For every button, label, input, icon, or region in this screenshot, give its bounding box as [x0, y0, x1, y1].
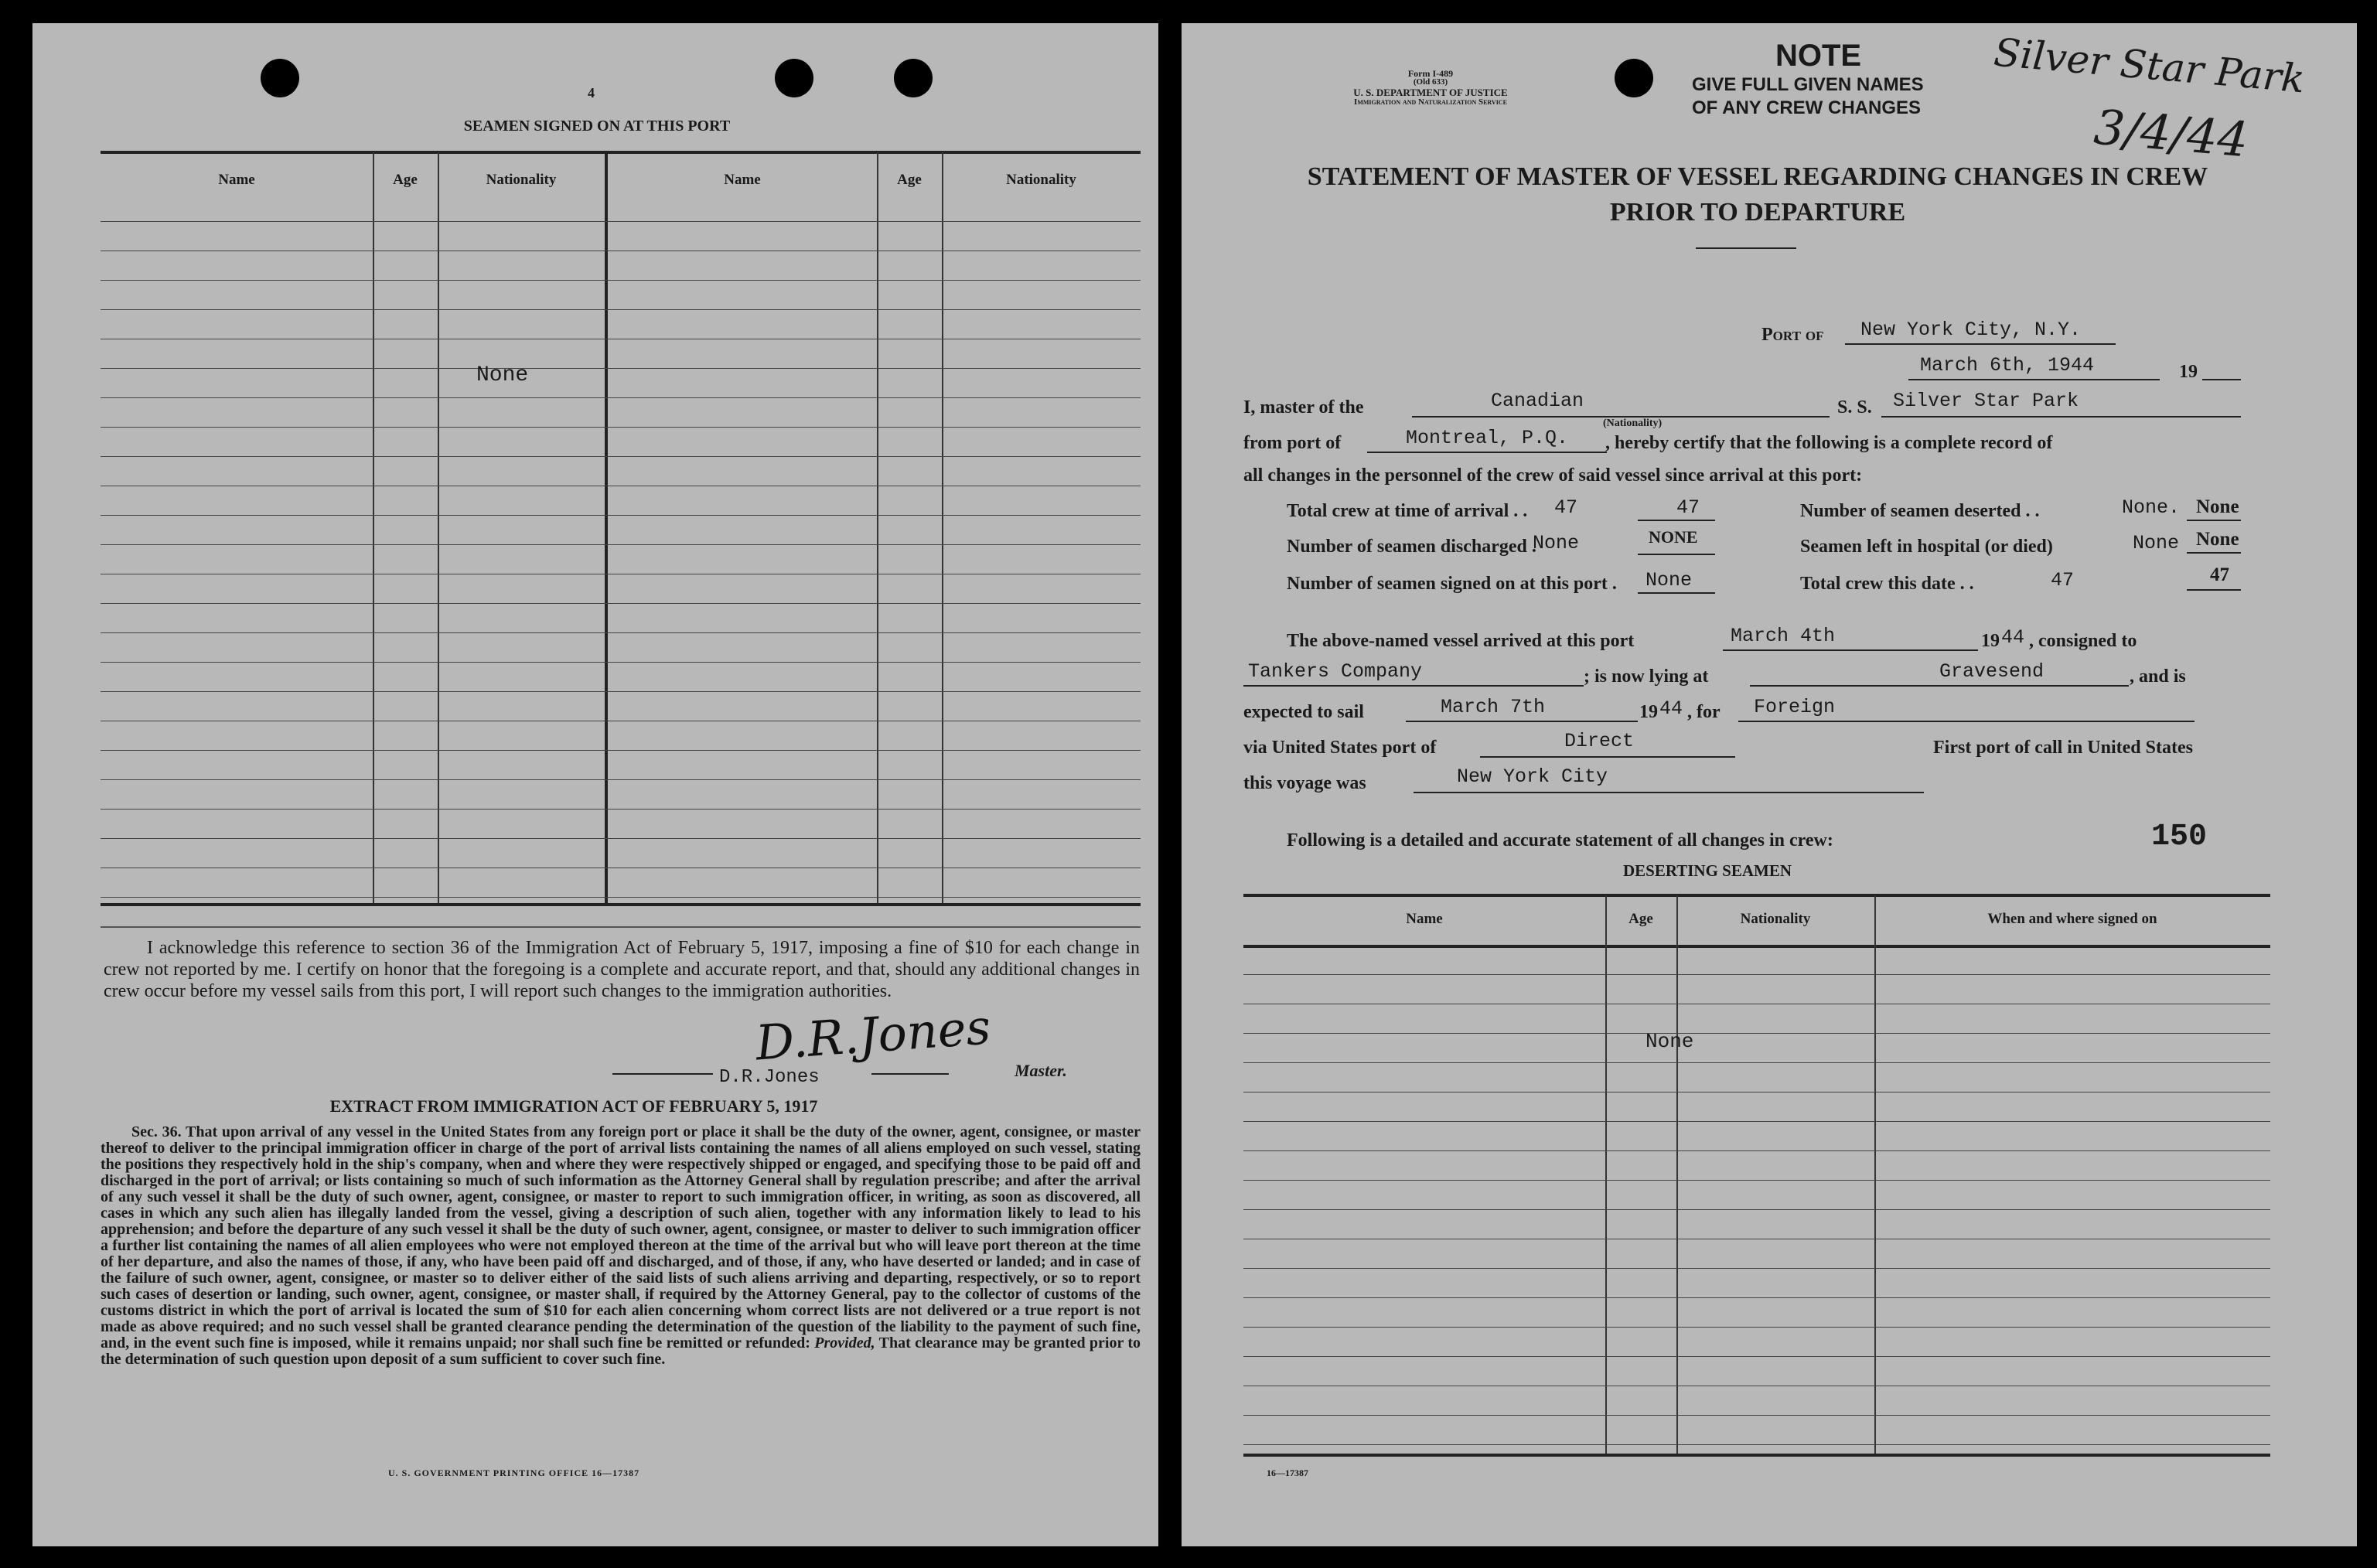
discharged-label: Number of seamen discharged . [1287, 537, 1536, 557]
arrived-label: The above-named vessel arrived at this port [1287, 631, 1635, 651]
extract-title: EXTRACT FROM IMMIGRATION ACT OF FEBRUARY 5, 1917 [329, 1096, 818, 1116]
discharged-check: NONE [1649, 527, 1698, 547]
table-rule [1243, 1297, 2270, 1298]
consigned-label: , consigned to [2029, 631, 2137, 651]
table-rule [1243, 1356, 2270, 1357]
signature-typed: D.R.Jones [719, 1067, 820, 1088]
date-suffix: 19 [2179, 362, 2198, 382]
port-label: Port of [1761, 325, 1824, 345]
table-rule [101, 662, 1141, 663]
discharged-value: None [1533, 532, 1580, 554]
table-rule [101, 456, 1141, 457]
hospital-value: None [2133, 532, 2180, 554]
table-rule [1243, 1150, 2270, 1151]
table-rule [101, 544, 1141, 545]
table-rule [101, 427, 1141, 428]
master-signature: D.R.Jones [753, 998, 993, 1072]
lying-value: Gravesend [1939, 660, 2044, 683]
deserting-title: DESERTING SEAMEN [1622, 861, 1792, 880]
seamen-signed-title: SEAMEN SIGNED ON AT THIS PORT [463, 118, 731, 135]
arrived-year: 44 [2001, 626, 2025, 649]
signed-on-value: None [1645, 569, 1693, 591]
following-label: Following is a detailed and accurate statement of all changes in crew: [1287, 830, 1833, 850]
table-rule [1243, 1327, 2270, 1328]
table-rule [1243, 1268, 2270, 1269]
voyage-label: this voyage was [1243, 773, 1366, 793]
from-port-label: from port of [1243, 433, 1342, 453]
punch-hole [894, 59, 933, 97]
total-crew-arrival-check: 47 [1676, 496, 1700, 519]
deserted-value: None. [2122, 496, 2181, 519]
consignee-value: Tankers Company [1248, 660, 1423, 683]
certify-text: , hereby certify that the following is a complete record of [1605, 433, 2053, 453]
table-rule [101, 368, 1141, 369]
hospital-check: None [2196, 529, 2239, 550]
table-rule [1243, 1444, 2270, 1445]
total-crew-date-check: 47 [2210, 564, 2229, 585]
statement-title-line-2: PRIOR TO DEPARTURE [1609, 198, 1906, 227]
date-value: March 6th, 1944 [1920, 354, 2095, 377]
left-page [32, 23, 1158, 1546]
ss-label: S. S. [1837, 397, 1872, 418]
sec-label: Sec. 36. [131, 1123, 182, 1140]
table-rule [101, 632, 1141, 633]
table-rule [101, 309, 1141, 310]
department: U. S. DEPARTMENT OF JUSTICE [1353, 87, 1508, 98]
statement-title-line-1: STATEMENT OF MASTER OF VESSEL REGARDING CHANGES IN CREW [1307, 162, 2208, 191]
table-rule [101, 838, 1141, 839]
first-port-label: First port of call in United States [1933, 738, 2193, 758]
total-crew-arrival-label: Total crew at time of arrival . . [1287, 501, 1528, 521]
arrived-year-prefix: 19 [1981, 631, 2000, 651]
left-footer: U. S. GOVERNMENT PRINTING OFFICE 16—17387 [388, 1467, 640, 1478]
col-nationality: Nationality [486, 172, 557, 188]
from-port-value: Montreal, P.Q. [1406, 427, 1569, 449]
total-crew-date-value: 47 [2051, 569, 2075, 591]
service: Immigration and Naturalization Service [1354, 97, 1507, 107]
note-line-2: OF ANY CREW CHANGES [1692, 97, 1922, 118]
extract-tail: That clearance may be granted prior to the determination of such question upon deposit of a sum sufficient to cover such fine. [101, 1335, 1141, 1368]
right-footer: 16—17387 [1267, 1467, 1308, 1478]
col-nationality-2: Nationality [1006, 172, 1076, 188]
col-name: Name [218, 172, 255, 188]
des-col-nationality: Nationality [1740, 911, 1811, 927]
des-col-when-where: When and where signed on [1987, 911, 2157, 927]
table-rule [101, 779, 1141, 780]
for-value: Foreign [1754, 696, 1836, 718]
des-col-name: Name [1406, 911, 1443, 927]
hospital-label: Seamen left in hospital (or died) [1800, 537, 2053, 557]
table-rule [101, 221, 1141, 222]
statement-title [1243, 159, 2272, 230]
provided-word: Provided, [814, 1335, 875, 1352]
reference-number: 150 [2151, 820, 2208, 854]
deserted-label: Number of seamen deserted . . [1800, 501, 2040, 521]
table-rule [101, 809, 1141, 810]
table-rule [101, 515, 1141, 516]
expected-year: 44 [1659, 697, 1683, 720]
expected-value: March 7th [1441, 696, 1546, 718]
note-title: NOTE [1775, 39, 1862, 73]
punch-hole [775, 59, 813, 97]
vessel-value: Silver Star Park [1893, 390, 2079, 412]
deserting-none: None [1645, 1030, 1694, 1053]
handwritten-date: 3/4/44 [2092, 98, 2251, 169]
extract-body: That upon arrival of any vessel in the United States from any foreign port or place it shall be the duty of the owner, agent, consignee, or master thereof to deliver to the principal immigration officer in charge of the port of arrival lists containing the names of all aliens employed on such vessel, stating the positions they respectively hold in the ship's company, when and where they were respectively shipped or engaged, and specifying those to be paid off and discharged in the port of arrival; or lists containing so much of such information as the Attorney General shall by regulation prescribe; and after the arrival of any such vessel it shall be the duty of such owner, agent, consignee, or master to report to such immigration officer, in writing, as soon as discovered, all cases in which any such alien has illegally landed from the vessel, giving a description of such alien, together with any information likely to lead to his apprehension; and before the departure of any such vessel it shall be the duty of such owner, agent, consignee, or master to deliver to such immigration officer a further list containing the names of all alien employees who were not employed thereon at the time of the arrival but who will leave port thereon at the time of her departure, and also the names of those, if any, who have been paid off and discharged, and of those, if any, who have deserted or landed; and in case of the failure of such owner, agent, consignee, or master so to deliver either of the said lists of such aliens arriving and departing, respectively, or so to report such cases of desertion or landing, such owner, agent, consignee, or master shall, if required by the Attorney General, pay to the collector of customs of the customs district in which the port of arrival is located the sum of $10 for each alien concerning whom correct lists are not delivered or a true report is not made as above required; and no such vessel shall be granted clearance pending the determination of the question of the liability to the payment of such fine, and, in the event such fine is imposed, while it remains unpaid; nor shall such fine be remitted or refunded: [101, 1123, 1141, 1352]
table-rule [101, 603, 1141, 604]
none-entry: None [476, 363, 529, 387]
table-rule [101, 280, 1141, 281]
table-rule [1243, 1209, 2270, 1210]
table-rule [1243, 1415, 2270, 1416]
right-page [1182, 23, 2357, 1546]
col-name-2: Name [724, 172, 761, 188]
col-age: Age [393, 172, 418, 188]
and-is-label: , and is [2130, 666, 2186, 687]
nationality-caption: (Nationality) [1603, 418, 1663, 429]
nationality-value: Canadian [1491, 390, 1584, 412]
expected-label: expected to sail [1243, 702, 1364, 722]
master-label: Master. [1015, 1061, 1067, 1080]
deserted-check: None [2196, 496, 2239, 517]
acknowledgment-text: I acknowledge this reference to section 36 of the Immigration Act of February 5, 1917, imposing a fine of $10 for each change in crew not reported by me. I certify on honor that the foregoing is a complete and accurate report, and that, should any additional changes in crew occur before my vessel sails from this port, I will report such changes to the immigration authorities. [104, 938, 1140, 1001]
voyage-value: New York City [1457, 765, 1608, 788]
form-number: Form I-489 [1407, 68, 1454, 79]
des-col-age: Age [1628, 911, 1653, 927]
table-rule [1243, 1062, 2270, 1063]
table-rule [101, 750, 1141, 751]
note-line-1: GIVE FULL GIVEN NAMES [1692, 74, 1924, 95]
arrived-value: March 4th [1731, 625, 1836, 647]
table-rule [101, 897, 1141, 898]
total-crew-arrival-value: 47 [1554, 496, 1578, 519]
table-rule [101, 691, 1141, 692]
page-number: 4 [588, 85, 595, 101]
all-changes-text: all changes in the personnel of the crew of said vessel since arrival at this port: [1243, 465, 1863, 486]
port-value: New York City, N.Y. [1860, 319, 2082, 341]
via-label: via United States port of [1243, 738, 1437, 758]
expected-year-prefix: 19 [1639, 702, 1658, 722]
table-rule [1243, 1180, 2270, 1181]
punch-hole [1615, 59, 1653, 97]
table-rule [101, 397, 1141, 398]
section-36-text [101, 1124, 1141, 1368]
table-rule [1243, 1033, 2270, 1034]
handwritten-vessel: Silver Star Park [1992, 29, 2307, 102]
via-value: Direct [1564, 730, 1635, 752]
form-sub: (Old 633) [1413, 77, 1448, 87]
master-of-label: I, master of the [1243, 397, 1364, 418]
punch-hole [261, 59, 299, 97]
table-rule [1243, 1121, 2270, 1122]
signed-on-label: Number of seamen signed on at this port . [1287, 574, 1617, 594]
for-label: , for [1687, 702, 1721, 722]
total-crew-date-label: Total crew this date . . [1800, 574, 1974, 594]
table-rule [1243, 974, 2270, 975]
col-age-2: Age [897, 172, 922, 188]
lying-label: ; is now lying at [1584, 666, 1709, 687]
